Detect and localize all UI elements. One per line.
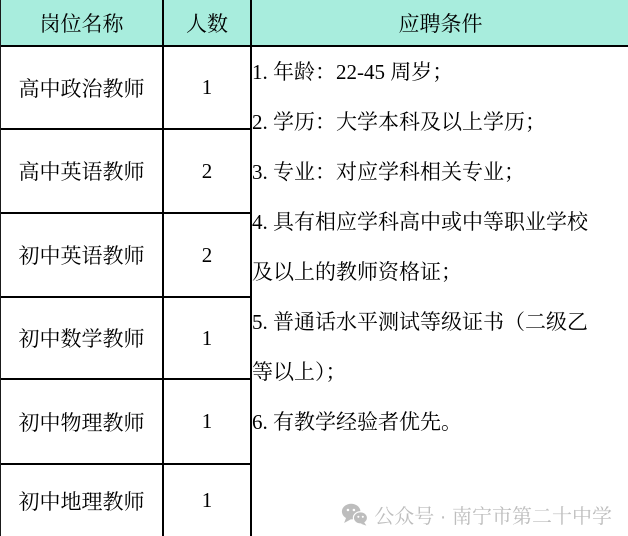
position-cell: 高中政治教师 (1, 46, 163, 129)
position-cell: 初中英语教师 (1, 213, 163, 297)
header-row (1, 0, 628, 46)
count-cell: 1 (163, 379, 251, 464)
condition-item: 6. 有教学经验者优先。 (252, 410, 462, 434)
watermark-text: 公众号 · 南宁市第二十中学 (374, 506, 612, 528)
wechat-icon (341, 503, 368, 526)
condition-item: 5. 普通话水平测试等级证书（二级乙等以上）； (252, 310, 588, 384)
count-cell: 1 (163, 464, 251, 536)
conditions-cell (251, 46, 628, 536)
position-cell: 初中地理教师 (1, 464, 163, 536)
col-header-conditions: 应聘条件 (251, 0, 628, 46)
count-cell: 2 (163, 213, 251, 297)
condition-item: 1. 年龄：22-45 周岁； (252, 60, 454, 84)
position-cell: 初中数学教师 (1, 297, 163, 379)
table-row (1, 46, 628, 129)
position-cell: 初中物理教师 (1, 379, 163, 464)
watermark (341, 500, 612, 529)
col-header-count: 人数 (163, 0, 251, 46)
condition-item: 3. 专业：对应学科相关专业； (252, 160, 525, 184)
condition-item: 2. 学历：大学本科及以上学历； (252, 110, 546, 134)
count-cell: 2 (163, 129, 251, 213)
condition-item: 4. 具有相应学科高中或中等职业学校及以上的教师资格证； (252, 210, 588, 284)
recruitment-table (1, 0, 628, 536)
col-header-position: 岗位名称 (1, 0, 163, 46)
count-cell: 1 (163, 297, 251, 379)
position-cell: 高中英语教师 (1, 129, 163, 213)
count-cell: 1 (163, 46, 251, 129)
